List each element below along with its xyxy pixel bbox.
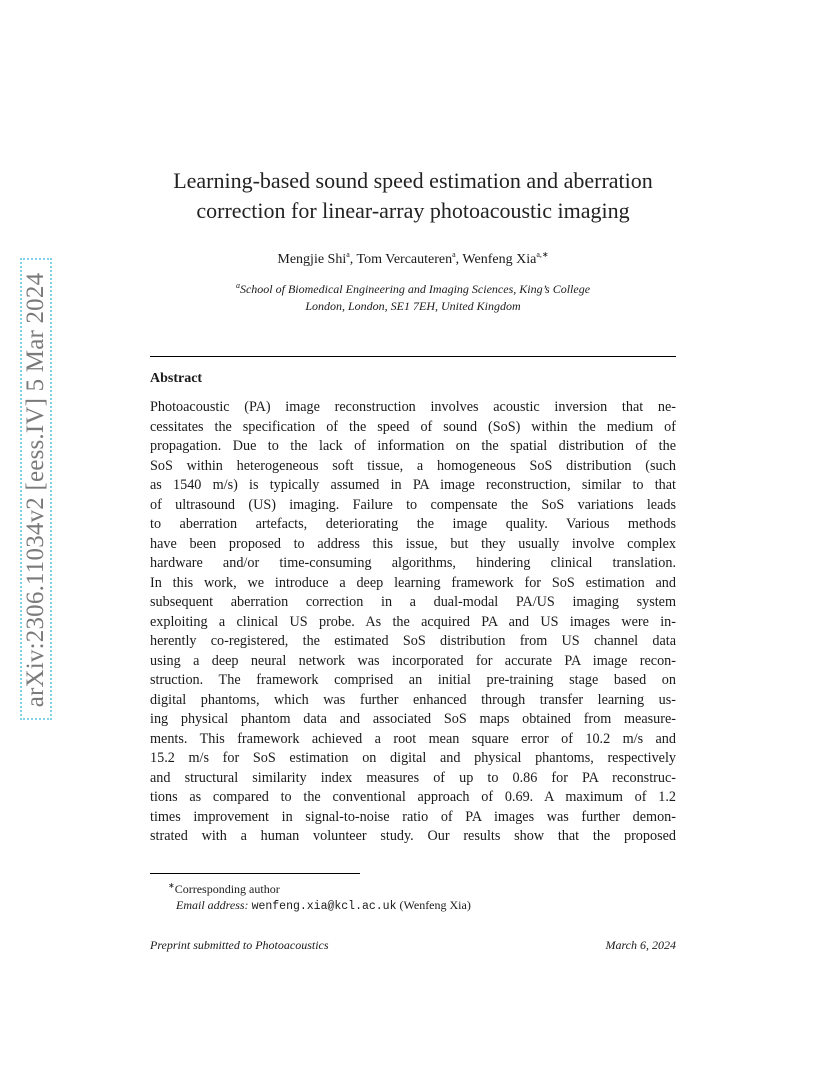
abstract-body xyxy=(150,398,676,847)
abstract-line: times improvement in signal-to-noise ratio of PA images was further demon- xyxy=(150,808,676,825)
abstract-heading: Abstract xyxy=(150,371,203,386)
abstract-line: have been proposed to address this issue, but they usually involve complex xyxy=(150,535,676,552)
affiliation xyxy=(150,277,676,315)
arxiv-identifier[interactable]: arXiv:2306.11034v2 [eess.IV] 5 Mar 2024 xyxy=(22,272,49,708)
abstract-line: exploiting a clinical US probe. As the acquired PA and US images were in- xyxy=(150,613,676,630)
abstract-line: ing physical phantom data and associated SoS maps obtained from measure- xyxy=(150,711,676,727)
email-owner: (Wenfeng Xia) xyxy=(399,898,471,912)
footnote-rule xyxy=(150,873,360,874)
affiliation-line-1: School of Biomedical Engineering and Imaging Sciences, King’s College xyxy=(239,282,591,296)
author-affiliation-mark: a xyxy=(452,250,456,259)
abstract-line: herently co-registered, the estimated SoS distribution from US channel data xyxy=(150,633,676,649)
author-name: Mengjie Shi xyxy=(277,252,347,267)
email-label: Email address: xyxy=(176,898,249,912)
author-list: Mengjie Shi$^a$, Tom Vercauteren$^a$, Wenfeng Xia$^{a,∗}$ xyxy=(277,250,549,267)
abstract-line: subsequent aberration correction in a dual-modal PA/US imaging system xyxy=(150,594,676,610)
author-name: Wenfeng Xia xyxy=(462,252,537,267)
abstract-line: struction. The framework comprised an initial pre-training stage based on xyxy=(150,672,676,688)
abstract-line: Photoacoustic (PA) image reconstruction involves acoustic inversion that ne- xyxy=(150,399,676,415)
preprint-note: Preprint submitted to Photoacoustics xyxy=(150,938,329,952)
abstract-line: propagation. Due to the lack of information on the spatial distribution of the xyxy=(150,438,676,454)
abstract-line: hardware and/or time-consuming algorithms, hindering clinical translation. xyxy=(150,555,676,571)
footnote xyxy=(168,878,471,915)
abstract-line: and structural similarity index measures of up to 0.86 for PA reconstruc- xyxy=(150,769,676,786)
paper-title xyxy=(150,166,676,226)
abstract-line: ments. This framework achieved a root mean square error of 10.2 m/s and xyxy=(150,730,676,747)
abstract-line: as 1540 m/s) is typically assumed in PA image reconstruction, similar to that xyxy=(150,477,676,493)
email-address[interactable]: wenfeng.xia@kcl.ac.uk xyxy=(251,900,397,913)
abstract-line: cessitates the specification of the speed of sound (SoS) within the medium of xyxy=(150,418,676,435)
abstract-line: digital phantoms, which was further enhanced through transfer learning us- xyxy=(150,691,676,708)
affiliation-mark: a xyxy=(235,281,240,290)
author-affiliation-mark: a,∗ xyxy=(536,250,549,259)
abstract-line: SoS within heterogeneous soft tissue, a homogeneous SoS distribution (such xyxy=(150,457,676,474)
abstract-line: of ultrasound (US) imaging. Failure to compensate the SoS variations leads xyxy=(150,496,676,513)
abstract-line: tions as compared to the conventional approach of 0.69. A maximum of 1.2 xyxy=(150,789,676,805)
corresponding-author-note: Corresponding author xyxy=(174,882,280,896)
abstract-line: using a deep neural network was incorporated for accurate PA image recon- xyxy=(150,652,676,669)
abstract-line: 15.2 m/s for SoS estimation on digital and physical phantoms, respectively xyxy=(150,750,676,766)
title-line-2: correction for linear-array photoacoustic imaging xyxy=(196,198,630,223)
footnote-mark: ∗ xyxy=(168,881,175,890)
abstract-line: In this work, we introduce a deep learning framework for SoS estimation and xyxy=(150,574,676,591)
abstract-top-rule xyxy=(150,356,676,357)
abstract-line: to aberration artefacts, deteriorating the image quality. Various methods xyxy=(150,516,676,532)
author-affiliation-mark: a xyxy=(346,250,350,259)
title-line-1: Learning-based sound speed estimation and aberration xyxy=(173,168,653,193)
affiliation-line-2: London, London, SE1 7EH, United Kingdom xyxy=(305,299,521,313)
abstract-line: strated with a human volunteer study. Our results show that the proposed xyxy=(150,828,676,844)
author-name: Tom Vercauteren xyxy=(356,252,453,267)
preprint-date: March 6, 2024 xyxy=(605,938,676,952)
